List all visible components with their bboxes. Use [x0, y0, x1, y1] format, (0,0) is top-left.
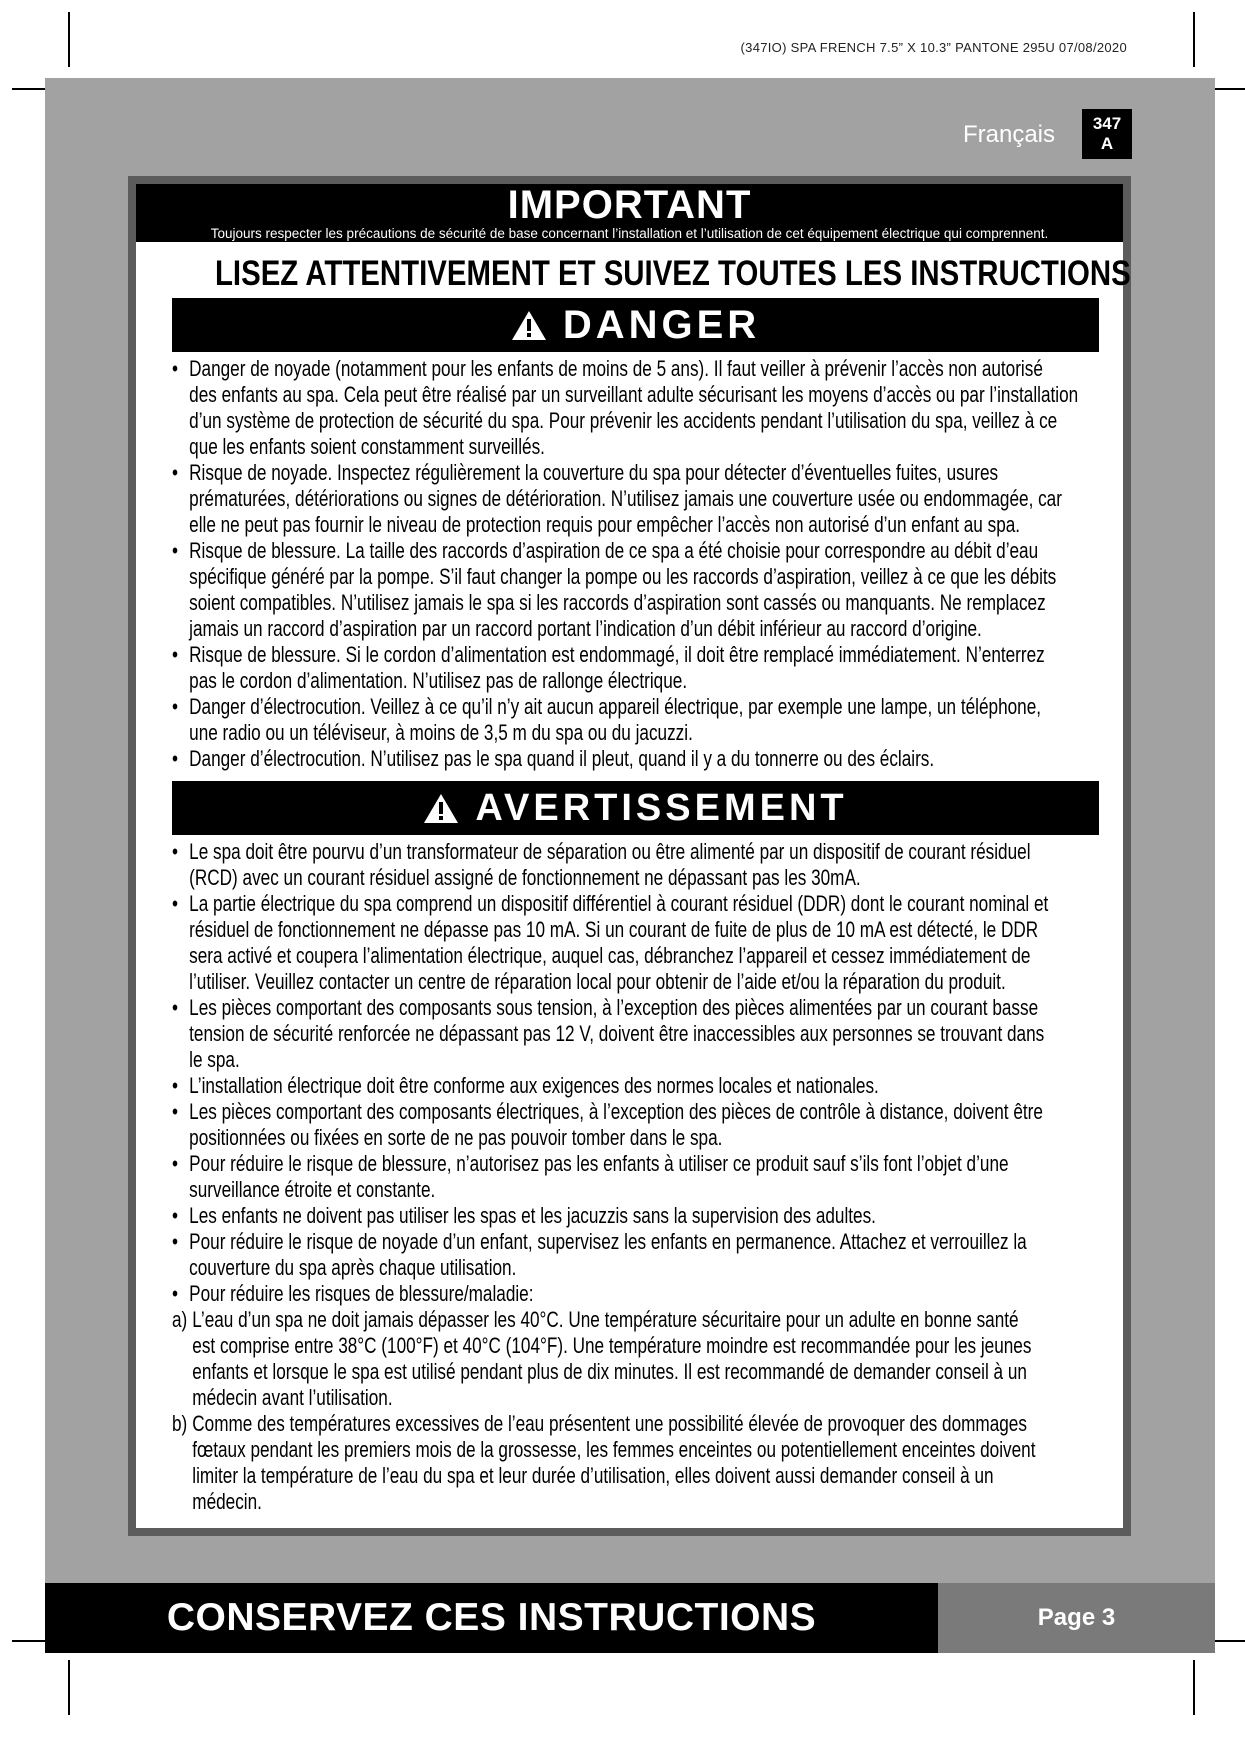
important-title: IMPORTANT [507, 183, 752, 227]
sub-item-line: L’eau d’un spa ne doit jamais dépasser les 40°C. Une température sécuritaire pour un adulte en bonne santé [192, 1307, 1019, 1332]
footer-title: CONSERVEZ CES INSTRUCTIONS [45, 1583, 938, 1653]
danger-title: DANGER [562, 302, 761, 347]
list-item-line: Danger d’électrocution. N’utilisez pas le spa quand il pleut, quand il y a du tonnerre ou des éclairs. [189, 746, 935, 771]
list-item [172, 746, 1117, 772]
sub-item-tag: b) [172, 1411, 188, 1436]
crop-mark [68, 12, 70, 67]
page-code-badge [1082, 109, 1132, 159]
sub-item-line: médecin avant l’utilisation. [192, 1385, 393, 1410]
list-item [172, 839, 1117, 891]
list-item-line: Pour réduire le risque de blessure, n’autorisez pas les enfants à utiliser ce produit sauf s’ils font l’objet d’une [189, 1151, 1009, 1176]
list-item [172, 995, 1117, 1073]
page-number: Page 3 [938, 1583, 1215, 1653]
list-item-line: Le spa doit être pourvu d’un transformateur de séparation ou être alimenté par un dispositif de courant résiduel [189, 839, 1031, 864]
list-item-line: des enfants au spa. Cela peut être réalisé par un surveillant adulte sécurisant les moyens d’accès ou par l’installation [189, 382, 1079, 407]
list-item-line: elle ne peut pas fournir le niveau de protection requis pour empêcher l’accès non autorisé d’un enfant au spa. [189, 512, 1021, 537]
list-item [172, 538, 1117, 642]
code-line-2: A [1100, 134, 1114, 153]
sub-item-tag: a) [172, 1307, 188, 1332]
list-item-line: prématurées, détériorations ou signes de détérioration. N’utilisez jamais une couverture usée ou endommagée, car [189, 486, 1062, 511]
main-heading: LISEZ ATTENTIVEMENT ET SUIVEZ TOUTES LES INSTRUCTIONS [214, 254, 1131, 293]
list-item-line: Danger de noyade (notamment pour les enfants de moins de 5 ans). Il faut veiller à prévenir l’accès non autorisé [189, 356, 1043, 381]
list-item [172, 891, 1117, 995]
crop-mark [1193, 12, 1195, 67]
list-item-line: sera activé et coupera l’alimentation électrique, auquel cas, débranchez l’appareil et cessez immédiatement de [189, 943, 1031, 968]
sub-list-item [172, 1411, 1120, 1515]
list-item-line: pas le cordon d’alimentation. N’utilisez pas de rallonge électrique. [189, 668, 688, 693]
list-item-line: Risque de blessure. La taille des raccords d’aspiration de ce spa a été choisie pour correspondre au débit d’eau [189, 538, 1039, 563]
list-item-line: Les pièces comportant des composants électriques, à l’exception des pièces de contrôle à distance, doivent être [189, 1099, 1043, 1124]
list-item [172, 1229, 1117, 1281]
warning-list [172, 839, 1192, 1307]
list-item-line: Risque de noyade. Inspectez régulièrement la couverture du spa pour détecter d’éventuelles fuites, usures [189, 460, 999, 485]
sub-item-line: est comprise entre 38°C (100°F) et 40°C (104°F). Une température moindre est recommandée pour les jeunes [192, 1333, 1032, 1358]
list-item-line: l’utiliser. Veuillez contacter un centre de réparation local pour obtenir de l’aide et/ou la réparation du produit. [189, 969, 1006, 994]
list-item-line: Pour réduire le risque de noyade d’un enfant, supervisez les enfants en permanence. Attachez et verrouillez la [189, 1229, 1027, 1254]
list-item-line: résiduel de fonctionnement ne dépasse pas 10 mA. Si un courant de fuite de plus de 10 mA est détecté, le DDR [189, 917, 1039, 942]
list-item-line: que les enfants soient constamment surveillés. [189, 434, 545, 459]
list-item [172, 1073, 1117, 1099]
warning-sublist [172, 1307, 1245, 1515]
list-item-line: Les pièces comportant des composants sous tension, à l’exception des pièces alimentées par un courant basse [189, 995, 1039, 1020]
list-item-line: (RCD) avec un courant résiduel assigné de fonctionnement ne dépassant pas les 30mA. [189, 865, 861, 890]
list-item-line: Risque de blessure. Si le cordon d’alimentation est endommagé, il doit être remplacé immédiatement. N’enterrez [189, 642, 1045, 667]
list-item [172, 460, 1117, 538]
sub-item-line: limiter la température de l’eau du spa et leur durée d’utilisation, elles doivent aussi demander conseil à un [192, 1463, 994, 1488]
warning-triangle-icon [423, 792, 459, 824]
list-item [172, 694, 1117, 746]
list-item-line: une radio ou un téléviseur, à moins de 3,5 m du spa ou du jacuzzi. [189, 720, 693, 745]
list-item-line: Danger d’électrocution. Veillez à ce qu’il n’y ait aucun appareil électrique, par exemple une lampe, un téléphone, [189, 694, 1042, 719]
language-label: Français [962, 121, 1055, 148]
print-info: (347IO) SPA FRENCH 7.5” X 10.3” PANTONE 295U 07/08/2020 [740, 40, 1127, 55]
list-item-line: spécifique généré par la pompe. S’il faut changer la pompe ou les raccords d’aspiration, veillez à ce que les débits [189, 564, 1057, 589]
sub-item-line: enfants et lorsque le spa est utilisé pendant plus de dix minutes. Il est recommandé de demander conseil à un [192, 1359, 1027, 1384]
warning-banner [172, 781, 1099, 835]
list-item [172, 1203, 1117, 1229]
list-item [172, 1151, 1117, 1203]
list-item-line: d’un système de protection de sécurité du spa. Pour prévenir les accidents pendant l’utilisation du spa, veillez à ce [189, 408, 1058, 433]
sub-item-line: médecin. [192, 1489, 262, 1514]
list-item-line: Pour réduire les risques de blessure/maladie: [189, 1281, 534, 1306]
list-item [172, 356, 1117, 460]
list-item-line: positionnées ou fixées en sorte de ne pas pouvoir tomber dans le spa. [189, 1125, 723, 1150]
list-item-line: tension de sécurité renforcée ne dépassant pas 12 V, doivent être inaccessibles aux personnes se trouvant dans [189, 1021, 1045, 1046]
list-item-line: Les enfants ne doivent pas utiliser les spas et les jacuzzis sans la supervision des adultes. [189, 1203, 876, 1228]
crop-mark [68, 1660, 70, 1715]
sub-item-line: Comme des températures excessives de l’eau présentent une possibilité élevée de provoquer des dommages [192, 1411, 1027, 1436]
danger-banner [172, 298, 1099, 352]
list-item-line: L’installation électrique doit être conforme aux exigences des normes locales et nationales. [189, 1073, 879, 1098]
warning-triangle-icon [511, 309, 547, 341]
list-item-line: surveillance étroite et constante. [189, 1177, 436, 1202]
list-item-line: soient compatibles. N’utilisez jamais le spa si les raccords d’aspiration sont cassés ou manquants. Ne remplacez [189, 590, 1046, 615]
list-item-line: La partie électrique du spa comprend un dispositif différentiel à courant résiduel (DDR) dont le courant nominal et [189, 891, 1049, 916]
crop-mark [1193, 1660, 1195, 1715]
warning-title: AVERTISSEMENT [475, 786, 848, 829]
code-line-1: 347 [1092, 114, 1122, 133]
list-item [172, 1281, 1117, 1307]
sub-item-line: fœtaux pendant les premiers mois de la grossesse, les femmes enceintes ou potentiellement enceintes doivent [192, 1437, 1036, 1462]
list-item-line: jamais un raccord d’aspiration par un raccord portant l’indication d’un débit inférieur au raccord d’origine. [189, 616, 982, 641]
important-subtitle: Toujours respecter les précautions de sécurité de base concernant l’installation et l’utilisation de cet équipement électrique qui comprennent. [210, 226, 1049, 241]
list-item [172, 642, 1117, 694]
list-item-line: couverture du spa après chaque utilisation. [189, 1255, 517, 1280]
list-item [172, 1099, 1117, 1151]
sub-list-item [172, 1307, 1120, 1411]
list-item-line: le spa. [189, 1047, 240, 1072]
important-header [136, 184, 1123, 242]
danger-list [172, 356, 1192, 772]
